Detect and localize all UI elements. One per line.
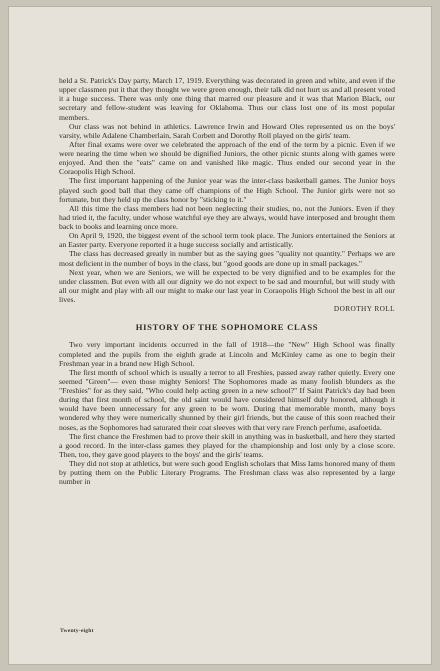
paragraph-picnic: After final exams were over we celebrated the approach of the end of the term by a picnic. Even if we were nearing the time when we should be dignified Juniors, the other picnic stunts along with games were enjoyed. And then the "eats" came on and vanished like magic. Thus ended our second year in the Coraopolis High School.: [59, 139, 395, 177]
paragraph-freshman-basketball: The first chance the Freshmen had to prove their skill in anything was in basketball, and here they started a good record. In the inter-class games they played for the championship and lost only by a close score. Then, too, they gave good players to the boys' and the girls' teams.: [59, 431, 395, 459]
section-heading: HISTORY OF THE SOPHOMORE CLASS: [135, 322, 319, 333]
paragraph-next-year: Next year, when we are Seniors, we will be expected to be very dignified and to be examples for the under classmen. But even with all our dignity we do not expect to be sad and mournful, but will study with all our might and play with all our might to make our last year in Coraopolis High School the best in all our lives.: [59, 267, 395, 304]
paragraph-first-month: The first month of school which is usually a terror to all Freshies, passed away rather quietly. Every one seemed "Green"— even those mighty Seniors! The Sophomores made as many foolish blunders as the "Freshies" for as they said, "Who could help acting green in a new school?" If Saint Patrick's day had been during that first month of school, the old saint would have considered himself duly honored, although it would have been unnecessary for any green to be worn. During that memorable month, many boys wondered why they were numerically shunned by their girl friends, but the cause of this soon reached their noses, as the Sophomores had saturated their coat sleeves with that very rare French perfume, asafoetida.: [59, 367, 395, 432]
author-signature: DOROTHY ROLL: [333, 304, 395, 314]
paragraph-athletics: Our class was not behind in athletics. Lawrence Irwin and Howard Oles represented us on the boys' varsity, while Adalene Chamberlain, Sarah Corbett and Dorothy Roll played on the girls' team.: [59, 121, 395, 140]
signature-row: [59, 304, 395, 313]
page-body: [59, 76, 395, 486]
paragraph-junior-basketball: The first important happening of the Junior year was the inter-class basketball games. The Junior boys played such good ball that they came off champions of the High School. The Junior girls were not so fortunate, but they held up the class honor by "sticking to it.": [59, 176, 395, 204]
paragraph-st-patricks-party: held a St. Patrick's Day party, March 17, 1919. Everything was decorated in green and white, and even if the upper classmen put it that they thought we were green enough, their talk did not hurt us and all present voted it a huge success. There was only one thing that marred our pleasure and it was that Marion Black, our secretary and fellow-student was leaving for Oklahoma. Thus our class lost one of its most popular members.: [59, 76, 395, 122]
paragraph-class-size: The class has decreased greatly in number but as the saying goes "quality not quantity." Perhaps we are most deficient in the number of boys in the class, but "good goods are done up in small packages.": [59, 249, 395, 268]
paragraph-english-scholars: They did not stop at athletics, but were such good English scholars that Miss Iams honored many of them by putting them on the Public Literary Programs. The Freshman class was also represented by a large number in: [59, 459, 395, 487]
yearbook-page: [8, 6, 432, 665]
page-number: Twenty-eight: [60, 628, 94, 634]
paragraph-new-high-school: Two very important incidents occurred in the fall of 1918—the "New" High School was finally completed and the pupils from the eighth grade at Lincoln and McKinley came as one to begin their Freshman year in a brand new High School.: [59, 340, 395, 368]
paragraph-studies: All this time the class members had not been neglecting their studies, no, not the Juniors. Even if they had tried it, the faculty, under whose watchful eye they are always, would have interposed and brought them back to books and learning once more.: [59, 203, 395, 231]
paragraph-easter-party: On April 9, 1920, the biggest event of the school term took place. The Juniors entertained the Seniors at an Easter party. Everyone reported it a huge success socially and artistically.: [59, 231, 395, 250]
